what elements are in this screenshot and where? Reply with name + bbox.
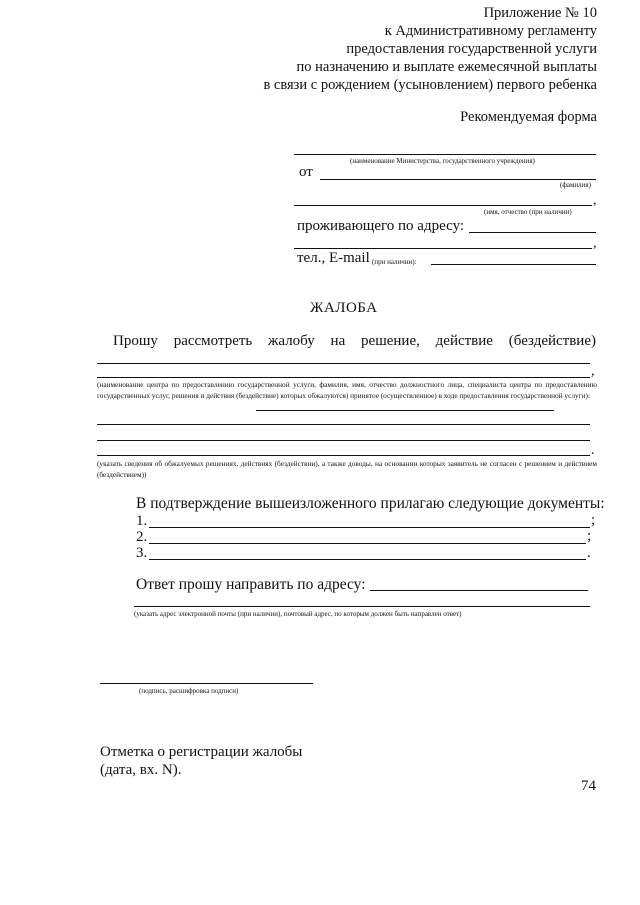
recommended-form-label: Рекомендуемая форма: [460, 109, 597, 125]
name-field[interactable]: [294, 205, 592, 206]
details-field-1[interactable]: [97, 424, 590, 425]
respondent-hint-text: (наименование центра по предоставлению государственной услуги, фамилия, имя, отчество должностного лица, специалиста центра по предоставлению государственных услуг, решения и действия (бездействие) которых обжалуются) принятое (осуществленное) в ходе предоставления государственной услуги):: [97, 380, 597, 400]
surname-field[interactable]: [320, 179, 596, 180]
service-ref: предоставления государственной услуги: [346, 41, 597, 57]
service-field[interactable]: [256, 410, 554, 411]
attachment-num-2: 2.: [136, 529, 148, 545]
reply-field-2[interactable]: [134, 606, 590, 607]
regulation-ref: к Административному регламенту: [384, 23, 597, 39]
address-label: проживающего по адресу:: [297, 218, 465, 234]
address-field-1[interactable]: [469, 232, 596, 233]
signature-hint: (подпись, расшифровка подписи): [139, 687, 239, 695]
complaint-title: ЖАЛОБА: [310, 300, 378, 316]
respondent-hint: [97, 379, 597, 401]
request-word: Прошу: [113, 333, 158, 349]
details-hint-text: (указать сведения об обжалуемых решениях, действиях (бездействии), а также доводы, на основании которых заявитель не согласен с решением и действием (бездействием)): [97, 459, 597, 479]
signature-field[interactable]: [100, 683, 313, 684]
appendix-number: Приложение № 10: [483, 5, 597, 21]
request-word: действие: [435, 333, 493, 349]
ministry-hint: (наименование Министерства, государственного учреждения): [350, 157, 535, 165]
address-field-2[interactable]: [294, 248, 592, 249]
attachment-field-1[interactable]: [149, 527, 590, 528]
attachments-title: В подтверждение вышеизложенного прилагаю следующие документы:: [136, 495, 605, 512]
attachment-num-3: 3.: [136, 545, 148, 561]
surname-hint: (фамилия): [560, 181, 591, 189]
request-word: рассмотреть: [173, 333, 253, 349]
attachment-num-1: 1.: [136, 513, 148, 529]
registration-label: Отметка о регистрации жалобы: [100, 744, 303, 760]
from-label: от: [299, 164, 313, 180]
attachment-field-2[interactable]: [149, 543, 586, 544]
request-line: [113, 333, 596, 350]
registration-date: (дата, вх. N).: [100, 762, 182, 778]
attachment-end-1: ;: [591, 512, 596, 528]
reply-hint: (указать адрес электронной почты (при наличии), почтовый адрес, по которым должен быть направлен ответ): [134, 610, 462, 618]
ministry-field[interactable]: [294, 154, 596, 155]
name-comma: ,: [593, 193, 597, 208]
page-number: 74: [581, 778, 596, 794]
respondent-field-2[interactable]: [97, 377, 590, 378]
address-comma: ,: [593, 236, 597, 251]
payment-ref: по назначению и выплате ежемесячной выплаты: [296, 59, 597, 75]
details-field-3[interactable]: [97, 455, 590, 456]
request-word: на: [330, 333, 346, 349]
respondent-comma: ,: [591, 364, 595, 379]
phone-label: тел., E-mail: [297, 250, 370, 266]
respondent-field-1[interactable]: [97, 363, 590, 364]
details-period: .: [591, 443, 595, 458]
attachment-end-3: .: [587, 545, 591, 561]
phone-hint: (при наличии):: [372, 258, 417, 266]
attachment-field-3[interactable]: [149, 559, 586, 560]
request-word: жалобу: [268, 333, 315, 349]
reply-field-1[interactable]: [370, 590, 588, 591]
reply-label: Ответ прошу направить по адресу:: [136, 576, 366, 593]
request-word: (бездействие): [508, 333, 596, 349]
request-word: решение,: [361, 333, 420, 349]
phone-email-field[interactable]: [431, 264, 596, 265]
details-field-2[interactable]: [97, 440, 590, 441]
details-hint: [97, 458, 597, 480]
name-hint: (имя, отчество (при наличии): [484, 208, 572, 216]
attachment-end-2: ;: [587, 528, 592, 544]
birth-ref: в связи с рождением (усыновлением) первого ребенка: [263, 77, 597, 93]
